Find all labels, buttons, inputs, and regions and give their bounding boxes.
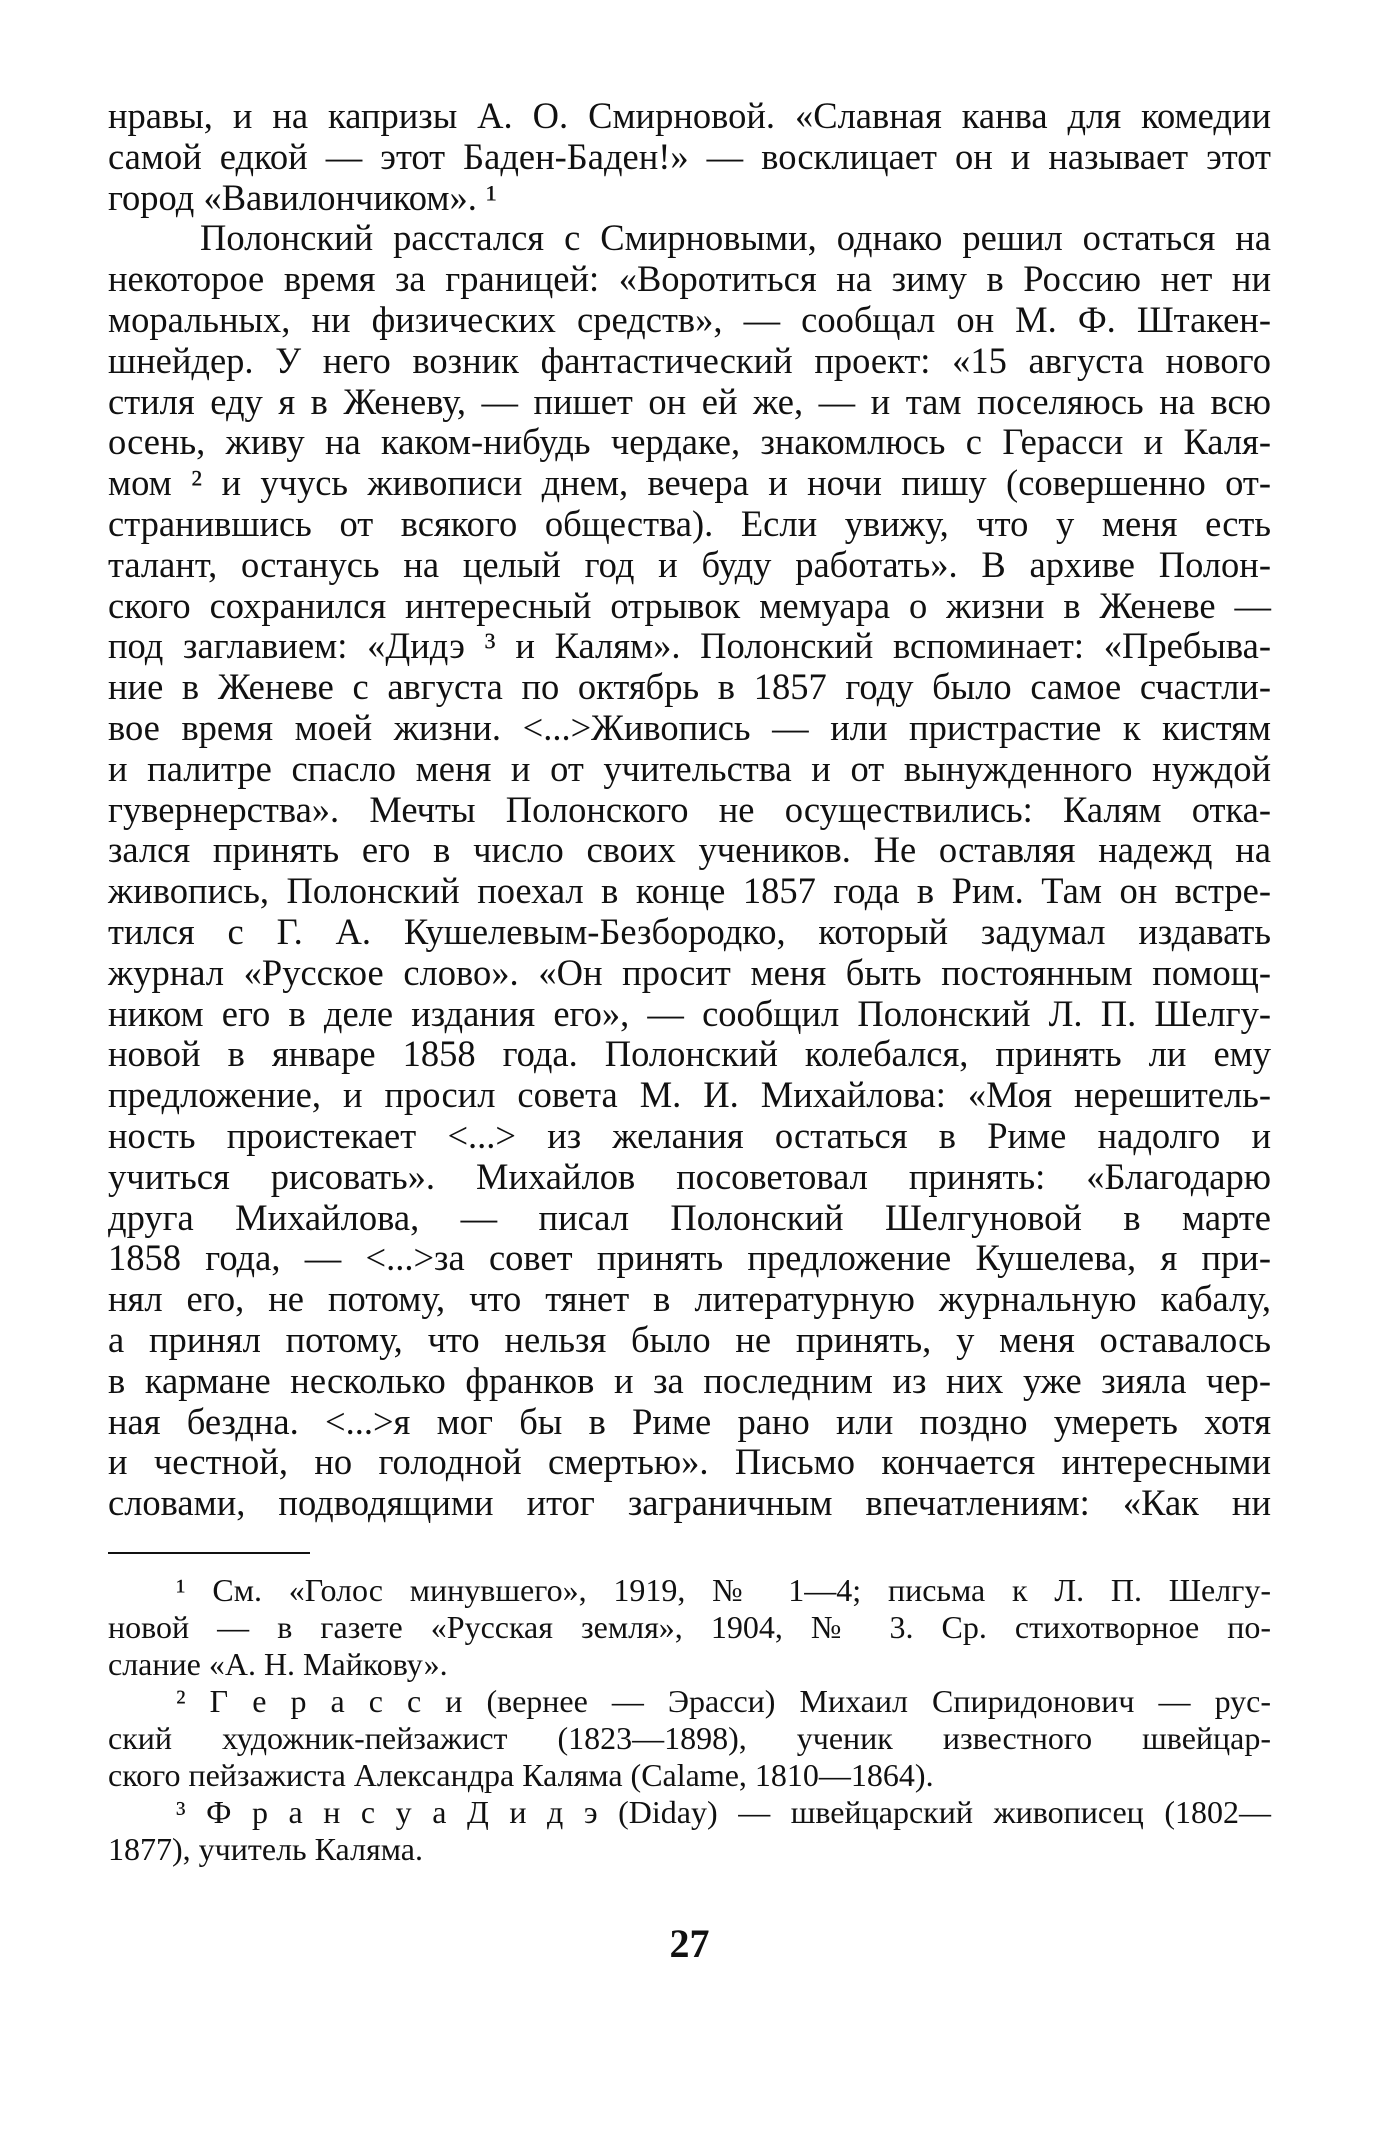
- text-line: ние в Женеве с августа по октябрь в 1857 году было самое счастли-: [108, 666, 1271, 708]
- text-line: новой в январе 1858 года. Полонский колебался, принять ли ему: [108, 1033, 1271, 1075]
- footnote-line: новой — в газете «Русская земля», 1904, № 3. Ср. стихотворное по-: [108, 1608, 1271, 1645]
- text-line: учиться рисовать». Михайлов посоветовал принять: «Благодарю: [108, 1155, 1271, 1197]
- footnote-divider: [108, 1552, 310, 1554]
- text-line: живопись, Полонский поехал в конце 1857 года в Рим. Там он встре-: [108, 870, 1271, 912]
- footnote-line: ² Г е р а с с и (вернее — Эрасси) Михаил Спиридонович — рус-: [176, 1682, 1271, 1719]
- text-line: Полонский расстался с Смирновыми, однако решил остаться на: [200, 217, 1271, 259]
- page-number: 27: [669, 1921, 710, 1966]
- text-line: странившись от всякого общества). Если увижу, что у меня есть: [108, 502, 1271, 544]
- text-line: под заглавием: «Дидэ ³ и Калям». Полонский вспоминает: «Пребыва-: [108, 625, 1271, 667]
- text-line: моральных, ни физических средств», — сообщал он М. Ф. Штакен-: [108, 298, 1271, 340]
- text-line: журнал «Русское слово». «Он просит меня быть постоянным помощ-: [108, 951, 1271, 993]
- text-line: а принял потому, что нельзя было не принять, у меня оставалось: [108, 1318, 1271, 1360]
- text-line: самой едкой — этот Баден-Баден!» — восклицает он и называет этот: [108, 135, 1271, 177]
- text-line: шнейдер. У него возник фантастический проект: «15 августа нового: [108, 339, 1271, 381]
- text-line: некоторое время за границей: «Воротиться на зиму в Россию нет ни: [108, 258, 1271, 300]
- footnote-line: слание «А. Н. Майкову».: [108, 1645, 448, 1682]
- footnote-line: 1877), учитель Каляма.: [108, 1830, 423, 1867]
- text-line: и честной, но голодной смертью». Письмо кончается интересными: [108, 1441, 1271, 1483]
- text-line: стиля еду я в Женеву, — пишет он ей же, — и там поселяюсь на всю: [108, 380, 1271, 422]
- text-line: мом ² и учусь живописи днем, вечера и ночи пишу (совершенно от-: [108, 462, 1271, 504]
- text-line: в кармане несколько франков и за последним из них уже зияла чер-: [108, 1359, 1271, 1401]
- text-line: нял его, не потому, что тянет в литературную журнальную кабалу,: [108, 1278, 1271, 1320]
- footnote-line: ¹ См. «Голос минувшего», 1919, № 1—4; письма к Л. П. Шелгу-: [176, 1571, 1271, 1608]
- text-line: гувернерства». Мечты Полонского не осуществились: Калям отка-: [108, 788, 1271, 830]
- text-line: ность проистекает <...> из желания остаться в Риме надолго и: [108, 1114, 1271, 1156]
- text-line: ная бездна. <...>я мог бы в Риме рано или поздно умереть хотя: [108, 1400, 1271, 1442]
- text-line: 1858 года, — <...>за совет принять предложение Кушелева, я при-: [108, 1237, 1271, 1279]
- text-line: и палитре спасло меня и от учительства и от вынужденного нуждой: [108, 747, 1271, 789]
- main-text: [108, 96, 1271, 1524]
- footnotes: [108, 1572, 1271, 1868]
- footnote-line: ³ Ф р а н с у а Д и д э (Diday) — швейцарский живописец (1802—: [176, 1793, 1271, 1830]
- text-line: словами, подводящими итог заграничным впечатлениям: «Как ни: [108, 1482, 1271, 1524]
- text-line: нравы, и на капризы А. О. Смирновой. «Славная канва для комедии: [108, 95, 1271, 136]
- text-line: город «Вавилончиком». ¹: [108, 176, 497, 218]
- text-line: друга Михайлова, — писал Полонский Шелгуновой в марте: [108, 1196, 1271, 1238]
- text-line: вое время моей жизни. <...>Живопись — или пристрастие к кистям: [108, 706, 1271, 748]
- text-line: зался принять его в число своих учеников. Не оставляя надежд на: [108, 829, 1271, 871]
- text-line: осень, живу на каком-нибудь чердаке, знакомлюсь с Герасси и Каля-: [108, 421, 1271, 463]
- text-line: ником его в деле издания его», — сообщил Полонский Л. П. Шелгу-: [108, 992, 1271, 1034]
- footnote-line: ского пейзажиста Александра Каляма (Calame, 1810—1864).: [108, 1756, 934, 1793]
- text-line: тился с Г. А. Кушелевым-Безбородко, который задумал издавать: [108, 910, 1271, 952]
- text-line: талант, останусь на целый год и буду работать». В архиве Полон-: [108, 543, 1271, 585]
- text-line: предложение, и просил совета М. И. Михайлова: «Моя нерешитель-: [108, 1074, 1271, 1116]
- page-content: [108, 96, 1271, 1868]
- footnote-line: ский художник-пейзажист (1823—1898), ученик известного швейцар-: [108, 1719, 1271, 1756]
- text-line: ского сохранился интересный отрывок мемуара о жизни в Женеве —: [108, 584, 1271, 626]
